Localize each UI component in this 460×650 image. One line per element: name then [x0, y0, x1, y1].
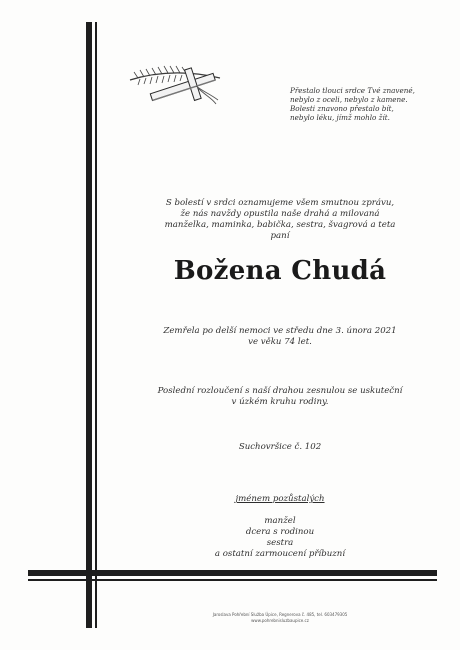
- farewell-line: Poslední rozloučení s naší drahou zesnulou se uskuteční: [157, 386, 403, 396]
- on-behalf-label: [120, 494, 440, 505]
- cross-with-palm-icon: [126, 58, 226, 108]
- family-member: sestra: [266, 538, 294, 548]
- death-details: [120, 326, 440, 348]
- intro-line: že nás navždy opustila naše drahá a milovaná: [180, 209, 380, 219]
- family-address: Suchovršice č. 102: [238, 442, 322, 452]
- vertical-border-thick: [86, 22, 92, 628]
- announcement-intro: [120, 198, 440, 242]
- deceased-name: Božena Chudá: [173, 256, 387, 286]
- funeral-service-footer: [120, 612, 440, 624]
- intro-line: paní: [270, 231, 290, 241]
- family-list: [120, 516, 440, 560]
- on-behalf-text: jménem pozůstalých: [235, 494, 325, 504]
- poem-line: nebylo z oceli, nebylo z kamene.: [290, 95, 408, 104]
- farewell-notice: [120, 386, 440, 408]
- footer-line: Jaroslava Pohřební Služba Úpice, Regnerova č. 485, tel. 603479305: [212, 612, 348, 617]
- poem-line: Bolesti znavono přestalo bít,: [290, 104, 394, 113]
- vertical-border-thin: [95, 22, 97, 628]
- poem-line: nebylo léku, jímž mohlo žít.: [290, 113, 390, 122]
- family-member: manžel: [264, 516, 296, 526]
- death-line: Zemřela po delší nemoci ve středu dne 3. února 2021: [163, 326, 397, 336]
- footer-line: www.pohrebnisluzbaupice.cz: [251, 618, 309, 623]
- horizontal-border-thin: [28, 579, 437, 581]
- poem-line: Přestalo tlouci srdce Tvé znavené,: [290, 86, 415, 95]
- family-member: a ostatní zarmoucení příbuzní: [214, 549, 346, 559]
- death-line: ve věku 74 let.: [248, 337, 312, 347]
- horizontal-border-thick: [28, 570, 437, 576]
- intro-line: S bolestí v srdci oznamujeme všem smutnou zprávu,: [165, 198, 395, 208]
- intro-line: manželka, maminka, babička, sestra, švagrová a teta: [164, 220, 396, 230]
- family-member: dcera s rodinou: [245, 527, 315, 537]
- farewell-line: v úzkém kruhu rodiny.: [231, 397, 329, 407]
- poem: [290, 86, 440, 122]
